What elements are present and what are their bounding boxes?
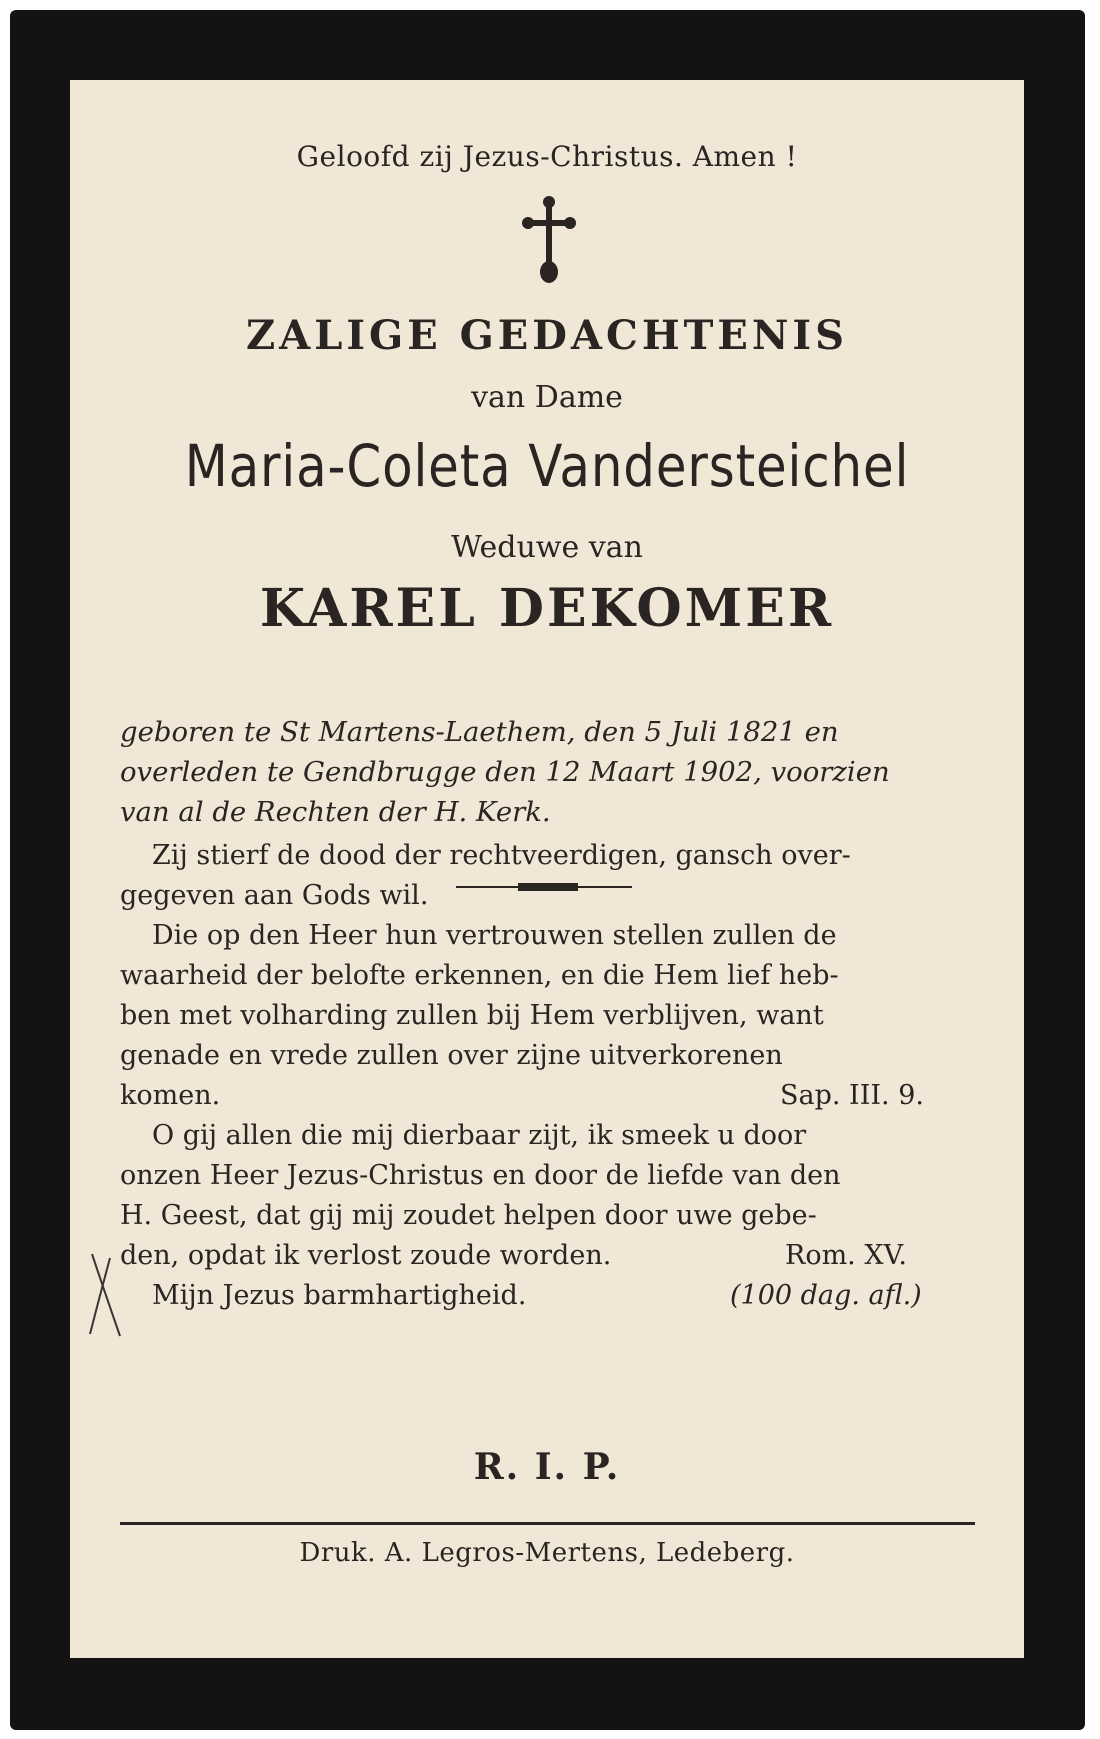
text-line: genade en vrede zullen over zijne uitverkorenen	[120, 1040, 783, 1071]
text-line: ben met volharding zullen bij Hem verblijven, want	[120, 1000, 824, 1031]
memorial-card-paper	[70, 80, 1024, 1658]
handwritten-x-mark-icon	[86, 1250, 126, 1340]
printer-credit: Druk. A. Legros-Mertens, Ledeberg.	[299, 1538, 795, 1568]
text-line: komen.	[120, 1080, 221, 1111]
text-line: waarheid der belofte erkennen, en die Hem lief heb-	[120, 960, 839, 991]
husband-name: KAREL DEKOMER	[259, 578, 835, 639]
text-line: gegeven aan Gods wil.	[120, 880, 429, 911]
text-line: Zij stierf de dood der rechtveerdigen, gansch over-	[152, 840, 851, 871]
deceased-name: Maria-Coleta Vandersteichel	[184, 432, 910, 500]
memorial-card-border	[10, 10, 1085, 1730]
bio-line: van al de Rechten der H. Kerk.	[120, 796, 551, 828]
cross-icon	[522, 194, 576, 284]
text-line: Die op den Heer hun vertrouwen stellen zullen de	[152, 920, 837, 951]
scripture-reference-sap: Sap. III. 9.	[780, 1080, 924, 1111]
footer-rule	[120, 1522, 975, 1525]
indulgence-note: (100 dag. afl.)	[730, 1280, 922, 1311]
rip-text: R. I. P.	[473, 1446, 621, 1488]
scripture-reference-rom: Rom. XV.	[785, 1240, 907, 1271]
text-line: Mijn Jezus barmhartigheid.	[152, 1280, 527, 1311]
text-line: H. Geest, dat gij mij zoudet helpen door uwe gebe-	[120, 1200, 817, 1231]
van-dame-text: van Dame	[471, 380, 623, 415]
memorial-heading: ZALIGE GEDACHTENIS	[245, 312, 849, 359]
widow-of-text: Weduwe van	[451, 530, 643, 565]
bio-line: overleden te Gendbrugge den 12 Maart 1902, voorzien	[120, 756, 890, 788]
text-line: O gij allen die mij dierbaar zijt, ik smeek u door	[152, 1120, 807, 1151]
bio-line: geboren te St Martens-Laethem, den 5 Juli 1821 en	[120, 716, 839, 748]
invocation: Geloofd zij Jezus-Christus. Amen !	[296, 140, 798, 173]
text-line: den, opdat ik verlost zoude worden.	[120, 1240, 612, 1271]
text-line: onzen Heer Jezus-Christus en door de liefde van den	[120, 1160, 841, 1191]
